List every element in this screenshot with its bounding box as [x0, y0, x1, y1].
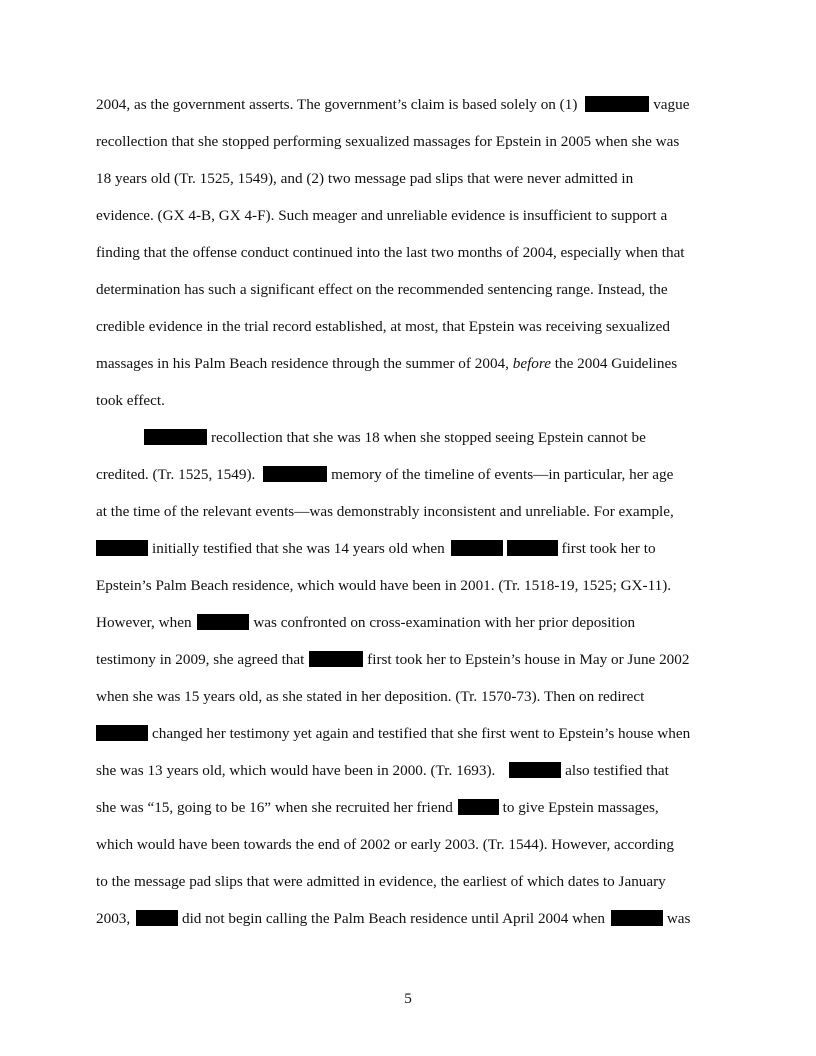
text-segment: first took her to [561, 540, 656, 557]
redaction-box [197, 614, 249, 630]
text-line [96, 281, 668, 299]
text-segment: evidence. (GX 4-B, GX 4-F). Such meager and unreliable evidence is insufficient to support a [96, 207, 668, 224]
text-segment: vague [653, 96, 690, 113]
text-segment: finding that the offense conduct continued into the last two months of 2004, especially when that [96, 244, 685, 261]
text-line [96, 577, 671, 595]
text-segment: 2004, as the government asserts. The government’s claim is based solely on (1) [96, 96, 578, 113]
text-line [96, 466, 673, 484]
text-line [96, 725, 690, 743]
text-line [96, 207, 667, 225]
text-line [96, 355, 677, 373]
text-segment: credited. (Tr. 1525, 1549). [96, 466, 256, 483]
text-segment: which would have been towards the end of 2002 or early 2003. (Tr. 1544). However, according [96, 836, 674, 853]
text-line [96, 836, 674, 854]
text-segment: initially testified that she was 14 years old when [152, 540, 445, 557]
text-segment: recollection that she was 18 when she stopped seeing Epstein cannot be [211, 429, 646, 446]
text-line [96, 96, 689, 114]
text-line [144, 429, 646, 447]
text-segment: first took her to Epstein’s house in May or June 2002 [367, 651, 690, 668]
text-segment: she was “15, going to be 16” when she recruited her friend [96, 799, 453, 816]
text-line [96, 799, 659, 817]
redaction-box [585, 96, 649, 112]
text-line [96, 614, 635, 632]
text-segment: she was 13 years old, which would have been in 2000. (Tr. 1693). [96, 762, 496, 779]
text-segment: testimony in 2009, she agreed that [96, 651, 305, 668]
text-line [96, 873, 666, 891]
text-segment: was confronted on cross-examination with her prior deposition [253, 614, 636, 631]
text-line [96, 503, 674, 521]
text-segment: 2003, [96, 910, 131, 927]
text-line [96, 392, 165, 410]
text-line [96, 133, 679, 151]
redaction-box [611, 910, 663, 926]
redaction-box [507, 540, 558, 556]
text-segment: at the time of the relevant events—was demonstrably inconsistent and unreliable. For example, [96, 503, 674, 520]
text-segment: was [666, 910, 691, 927]
emphasis-text: before [512, 355, 551, 372]
text-segment: 18 years old (Tr. 1525, 1549), and (2) two message pad slips that were never admitted in [96, 170, 634, 187]
text-segment: memory of the timeline of events—in particular, her age [331, 466, 674, 483]
redaction-box [136, 910, 178, 926]
redaction-box [96, 725, 148, 741]
text-line [96, 318, 670, 336]
page-number: 5 [404, 990, 412, 1007]
redaction-box [309, 651, 363, 667]
text-segment: recollection that she stopped performing sexualized massages for Epstein in 2005 when she was [96, 133, 680, 150]
text-line [96, 762, 669, 780]
redaction-box [144, 429, 207, 445]
text-segment: took effect. [96, 392, 165, 409]
text-line [96, 651, 689, 669]
redaction-box [509, 762, 561, 778]
text-segment: did not begin calling the Palm Beach residence until April 2004 when [181, 910, 606, 927]
text-segment: the 2004 Guidelines [554, 355, 678, 372]
text-line [96, 540, 656, 558]
text-line [96, 170, 633, 188]
text-segment: credible evidence in the trial record established, at most, that Epstein was receiving sexualized [96, 318, 670, 335]
text-segment: However, when [96, 614, 192, 631]
text-segment: to the message pad slips that were admitted in evidence, the earliest of which dates to January [96, 873, 666, 890]
text-segment: determination has such a significant effect on the recommended sentencing range. Instead, the [96, 281, 668, 298]
text-segment: Epstein’s Palm Beach residence, which would have been in 2001. (Tr. 1518-19, 1525; GX-11). [96, 577, 672, 594]
redaction-box [263, 466, 327, 482]
redaction-box [96, 540, 148, 556]
text-segment: to give Epstein massages, [502, 799, 659, 816]
text-segment: changed her testimony yet again and testified that she first went to Epstein’s house when [152, 725, 691, 742]
text-segment: massages in his Palm Beach residence through the summer of 2004, [96, 355, 509, 372]
text-line [96, 688, 644, 706]
text-line [96, 910, 690, 928]
redaction-box [451, 540, 503, 556]
text-segment: also testified that [565, 762, 669, 779]
redaction-box [458, 799, 499, 815]
text-line [96, 244, 685, 262]
text-segment: when she was 15 years old, as she stated in her deposition. (Tr. 1570-73). Then on redirect [96, 688, 645, 705]
